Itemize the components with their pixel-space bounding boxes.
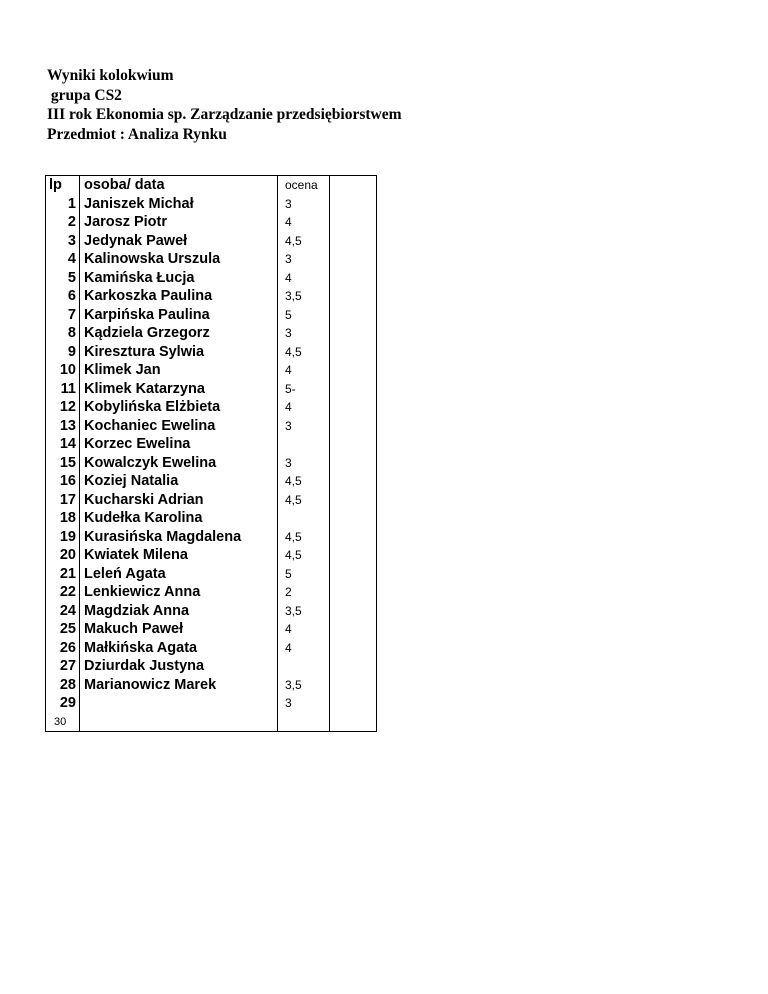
row-lp: 18 [46, 509, 80, 528]
row-extra [330, 694, 377, 713]
row-name: Kowalczyk Ewelina [80, 454, 278, 473]
row-lp: 5 [46, 269, 80, 288]
row-grade: 4,5 [278, 491, 330, 510]
row-extra [330, 250, 377, 269]
row-extra [330, 491, 377, 510]
row-lp: 14 [46, 435, 80, 454]
row-lp: 1 [46, 195, 80, 214]
row-grade: 3 [278, 417, 330, 436]
row-lp: 13 [46, 417, 80, 436]
row-grade: 3 [278, 250, 330, 269]
table-row [46, 213, 377, 232]
table-row [46, 361, 377, 380]
row-name: Karpińska Paulina [80, 306, 278, 325]
row-name: Korzec Ewelina [80, 435, 278, 454]
row-grade: 3 [278, 454, 330, 473]
row-name: Kiresztura Sylwia [80, 343, 278, 362]
row-grade: 2 [278, 583, 330, 602]
row-lp: 3 [46, 232, 80, 251]
row-name: Kochaniec Ewelina [80, 417, 278, 436]
table-row [46, 565, 377, 584]
row-grade: 4,5 [278, 232, 330, 251]
row-lp: 2 [46, 213, 80, 232]
row-grade [278, 435, 330, 454]
table-row [46, 713, 377, 732]
row-grade: 4,5 [278, 472, 330, 491]
row-name: Marianowicz Marek [80, 676, 278, 695]
row-lp: 24 [46, 602, 80, 621]
row-name: Kudełka Karolina [80, 509, 278, 528]
row-lp: 26 [46, 639, 80, 658]
row-lp: 11 [46, 380, 80, 399]
row-grade [278, 657, 330, 676]
row-extra [330, 361, 377, 380]
row-name: Magdziak Anna [80, 602, 278, 621]
row-grade: 3,5 [278, 676, 330, 695]
row-grade [278, 509, 330, 528]
table-header-row [46, 176, 377, 195]
row-name: Koziej Natalia [80, 472, 278, 491]
row-lp: 7 [46, 306, 80, 325]
row-name: Kądziela Grzegorz [80, 324, 278, 343]
header-extra [330, 176, 377, 195]
row-grade [278, 713, 330, 732]
header-name: osoba/ data [80, 176, 278, 195]
row-lp: 21 [46, 565, 80, 584]
row-grade: 5 [278, 306, 330, 325]
row-grade: 3 [278, 694, 330, 713]
table-row [46, 287, 377, 306]
row-extra [330, 657, 377, 676]
row-extra [330, 380, 377, 399]
table-row [46, 583, 377, 602]
row-lp: 6 [46, 287, 80, 306]
row-name: Kurasińska Magdalena [80, 528, 278, 547]
row-extra [330, 454, 377, 473]
row-lp: 22 [46, 583, 80, 602]
row-name: Klimek Jan [80, 361, 278, 380]
row-lp: 10 [46, 361, 80, 380]
row-grade: 3,5 [278, 602, 330, 621]
row-extra [330, 546, 377, 565]
heading-group: grupa CS2 [47, 86, 122, 104]
row-grade: 5 [278, 565, 330, 584]
row-name: Janiszek Michał [80, 195, 278, 214]
row-name: Małkińska Agata [80, 639, 278, 658]
row-extra [330, 639, 377, 658]
row-extra [330, 509, 377, 528]
row-name: Kwiatek Milena [80, 546, 278, 565]
document-heading [47, 66, 402, 144]
table-row [46, 602, 377, 621]
row-grade: 4 [278, 269, 330, 288]
row-extra [330, 195, 377, 214]
row-name: Klimek Katarzyna [80, 380, 278, 399]
row-extra [330, 269, 377, 288]
row-name: Jedynak Paweł [80, 232, 278, 251]
table-row [46, 639, 377, 658]
table-row [46, 435, 377, 454]
row-name: Dziurdak Justyna [80, 657, 278, 676]
row-name: Makuch Paweł [80, 620, 278, 639]
row-lp: 8 [46, 324, 80, 343]
table-row [46, 491, 377, 510]
row-name: Kalinowska Urszula [80, 250, 278, 269]
row-lp: 25 [46, 620, 80, 639]
row-lp: 27 [46, 657, 80, 676]
heading-program: III rok Ekonomia sp. Zarządzanie przedsiębiorstwem [47, 106, 402, 123]
table-row [46, 454, 377, 473]
row-lp: 17 [46, 491, 80, 510]
heading-subject: Przedmiot : Analiza Rynku [47, 125, 227, 143]
table-row [46, 232, 377, 251]
table-row [46, 694, 377, 713]
row-extra [330, 583, 377, 602]
header-lp: lp [46, 176, 80, 195]
row-extra [330, 324, 377, 343]
table-row [46, 546, 377, 565]
row-name [80, 713, 278, 732]
row-lp: 15 [46, 454, 80, 473]
row-lp: 16 [46, 472, 80, 491]
table-row [46, 269, 377, 288]
row-extra [330, 435, 377, 454]
table-row [46, 398, 377, 417]
row-grade: 5- [278, 380, 330, 399]
row-name: Kobylińska Elżbieta [80, 398, 278, 417]
row-extra [330, 287, 377, 306]
table-row [46, 620, 377, 639]
row-grade: 4 [278, 639, 330, 658]
row-grade: 3,5 [278, 287, 330, 306]
table-row [46, 306, 377, 325]
row-extra [330, 398, 377, 417]
row-extra [330, 306, 377, 325]
row-grade: 4,5 [278, 528, 330, 547]
heading-title: Wyniki kolokwium [47, 67, 174, 84]
row-lp: 28 [46, 676, 80, 695]
row-grade: 3 [278, 195, 330, 214]
row-name: Kamińska Łucja [80, 269, 278, 288]
table-row [46, 472, 377, 491]
table-row [46, 509, 377, 528]
row-name: Kucharski Adrian [80, 491, 278, 510]
row-name: Lenkiewicz Anna [80, 583, 278, 602]
row-grade: 4 [278, 361, 330, 380]
table-row [46, 195, 377, 214]
row-extra [330, 343, 377, 362]
row-extra [330, 472, 377, 491]
row-extra [330, 528, 377, 547]
table-row [46, 528, 377, 547]
table-row [46, 324, 377, 343]
row-extra [330, 620, 377, 639]
row-lp: 4 [46, 250, 80, 269]
row-extra [330, 417, 377, 436]
table-row [46, 380, 377, 399]
row-extra [330, 713, 377, 732]
table-row [46, 250, 377, 269]
row-name: Jarosz Piotr [80, 213, 278, 232]
results-table [45, 175, 377, 732]
row-extra [330, 602, 377, 621]
table-row [46, 343, 377, 362]
row-grade: 3 [278, 324, 330, 343]
row-name: Leleń Agata [80, 565, 278, 584]
row-lp: 29 [46, 694, 80, 713]
row-lp: 19 [46, 528, 80, 547]
row-lp: 30 [46, 713, 80, 732]
row-grade: 4,5 [278, 343, 330, 362]
row-lp: 9 [46, 343, 80, 362]
row-name [80, 694, 278, 713]
table-row [46, 657, 377, 676]
row-lp: 20 [46, 546, 80, 565]
row-extra [330, 565, 377, 584]
table-row [46, 417, 377, 436]
header-grade: ocena [278, 176, 330, 195]
row-extra [330, 676, 377, 695]
row-extra [330, 213, 377, 232]
row-lp: 12 [46, 398, 80, 417]
row-grade: 4 [278, 213, 330, 232]
row-extra [330, 232, 377, 251]
row-grade: 4 [278, 398, 330, 417]
table-row [46, 676, 377, 695]
row-grade: 4 [278, 620, 330, 639]
row-grade: 4,5 [278, 546, 330, 565]
row-name: Karkoszka Paulina [80, 287, 278, 306]
